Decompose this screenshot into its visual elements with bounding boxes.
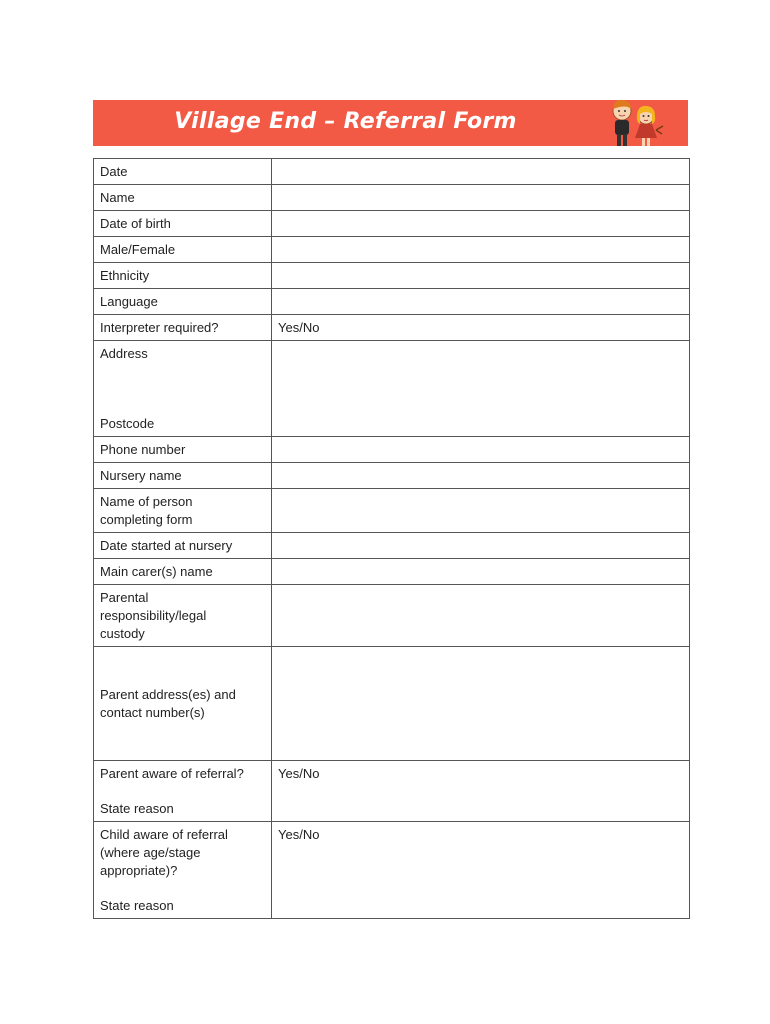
child-aware-yes-no: Yes/No [278, 827, 320, 842]
form-row-language [94, 289, 690, 315]
address-label: Address [100, 346, 148, 361]
parent-aware-label-cell [94, 761, 272, 822]
sex-label: Male/Female [94, 237, 272, 263]
interpreter-label: Interpreter required? [94, 315, 272, 341]
sex-value-cell[interactable] [272, 237, 690, 263]
nursery-name-value-cell[interactable] [272, 463, 690, 489]
form-row-person-completing [94, 489, 690, 533]
parent-aware-yes-no: Yes/No [278, 766, 320, 781]
form-row-ethnicity [94, 263, 690, 289]
children-mascot-icon [602, 94, 666, 150]
form-row-nursery [94, 463, 690, 489]
referral-form-table [93, 158, 690, 919]
form-row-main-carer [94, 559, 690, 585]
dob-value-cell[interactable] [272, 211, 690, 237]
child-aware-spacer [100, 880, 265, 897]
parental-label-line1: Parental [100, 590, 149, 605]
main-carer-value-cell[interactable] [272, 559, 690, 585]
date-started-label: Date started at nursery [94, 533, 272, 559]
parental-label-cell [94, 585, 272, 647]
address-label-cell [94, 341, 272, 437]
person-completing-label-cell [94, 489, 272, 533]
parent-address-label-cell [94, 647, 272, 761]
form-row-sex [94, 237, 690, 263]
form-row-phone [94, 437, 690, 463]
name-value-cell[interactable] [272, 185, 690, 211]
address-spacer [100, 363, 265, 415]
form-row-address [94, 341, 690, 437]
person-completing-label-line2: completing form [100, 512, 193, 527]
form-row-name [94, 185, 690, 211]
name-label: Name [94, 185, 272, 211]
parent-address-value-cell[interactable] [272, 647, 690, 761]
form-row-parent-address [94, 647, 690, 761]
language-label: Language [94, 289, 272, 315]
nursery-name-label: Nursery name [94, 463, 272, 489]
form-row-child-aware [94, 822, 690, 919]
interpreter-value-cell[interactable] [272, 315, 690, 341]
child-aware-label-line1: Child aware of referral [100, 827, 228, 842]
form-row-dob [94, 211, 690, 237]
postcode-label: Postcode [100, 416, 155, 431]
child-aware-label-cell [94, 822, 272, 919]
child-state-reason-label: State reason [100, 898, 174, 913]
parent-state-reason-label: State reason [100, 801, 174, 816]
form-row-date [94, 159, 690, 185]
parental-label-line2: responsibility/legal [100, 608, 207, 623]
parental-label-line3: custody [100, 626, 145, 641]
parent-aware-spacer [100, 783, 265, 800]
parent-aware-value-cell[interactable] [272, 761, 690, 822]
phone-value-cell[interactable] [272, 437, 690, 463]
parental-value-cell[interactable] [272, 585, 690, 647]
parent-aware-label: Parent aware of referral? [100, 766, 244, 781]
form-row-date-started [94, 533, 690, 559]
header-banner [93, 100, 688, 146]
main-carer-label: Main carer(s) name [94, 559, 272, 585]
parent-address-label-line1: Parent address(es) and [100, 687, 236, 702]
child-aware-label-line3: appropriate)? [100, 863, 178, 878]
phone-label: Phone number [94, 437, 272, 463]
form-title: Village End – Referral Form [174, 109, 517, 134]
form-row-parent-aware [94, 761, 690, 822]
parent-address-label-line2: contact number(s) [100, 705, 205, 720]
ethnicity-value-cell[interactable] [272, 263, 690, 289]
address-value-cell[interactable] [272, 341, 690, 437]
interpreter-yes-no: Yes/No [278, 320, 320, 335]
person-completing-label-line1: Name of person [100, 494, 193, 509]
person-completing-value-cell[interactable] [272, 489, 690, 533]
form-row-parental-responsibility [94, 585, 690, 647]
date-value-cell[interactable] [272, 159, 690, 185]
form-row-interpreter [94, 315, 690, 341]
dob-label: Date of birth [94, 211, 272, 237]
date-label: Date [94, 159, 272, 185]
date-started-value-cell[interactable] [272, 533, 690, 559]
child-aware-label-line2: (where age/stage [100, 845, 201, 860]
language-value-cell[interactable] [272, 289, 690, 315]
ethnicity-label: Ethnicity [94, 263, 272, 289]
child-aware-value-cell[interactable] [272, 822, 690, 919]
